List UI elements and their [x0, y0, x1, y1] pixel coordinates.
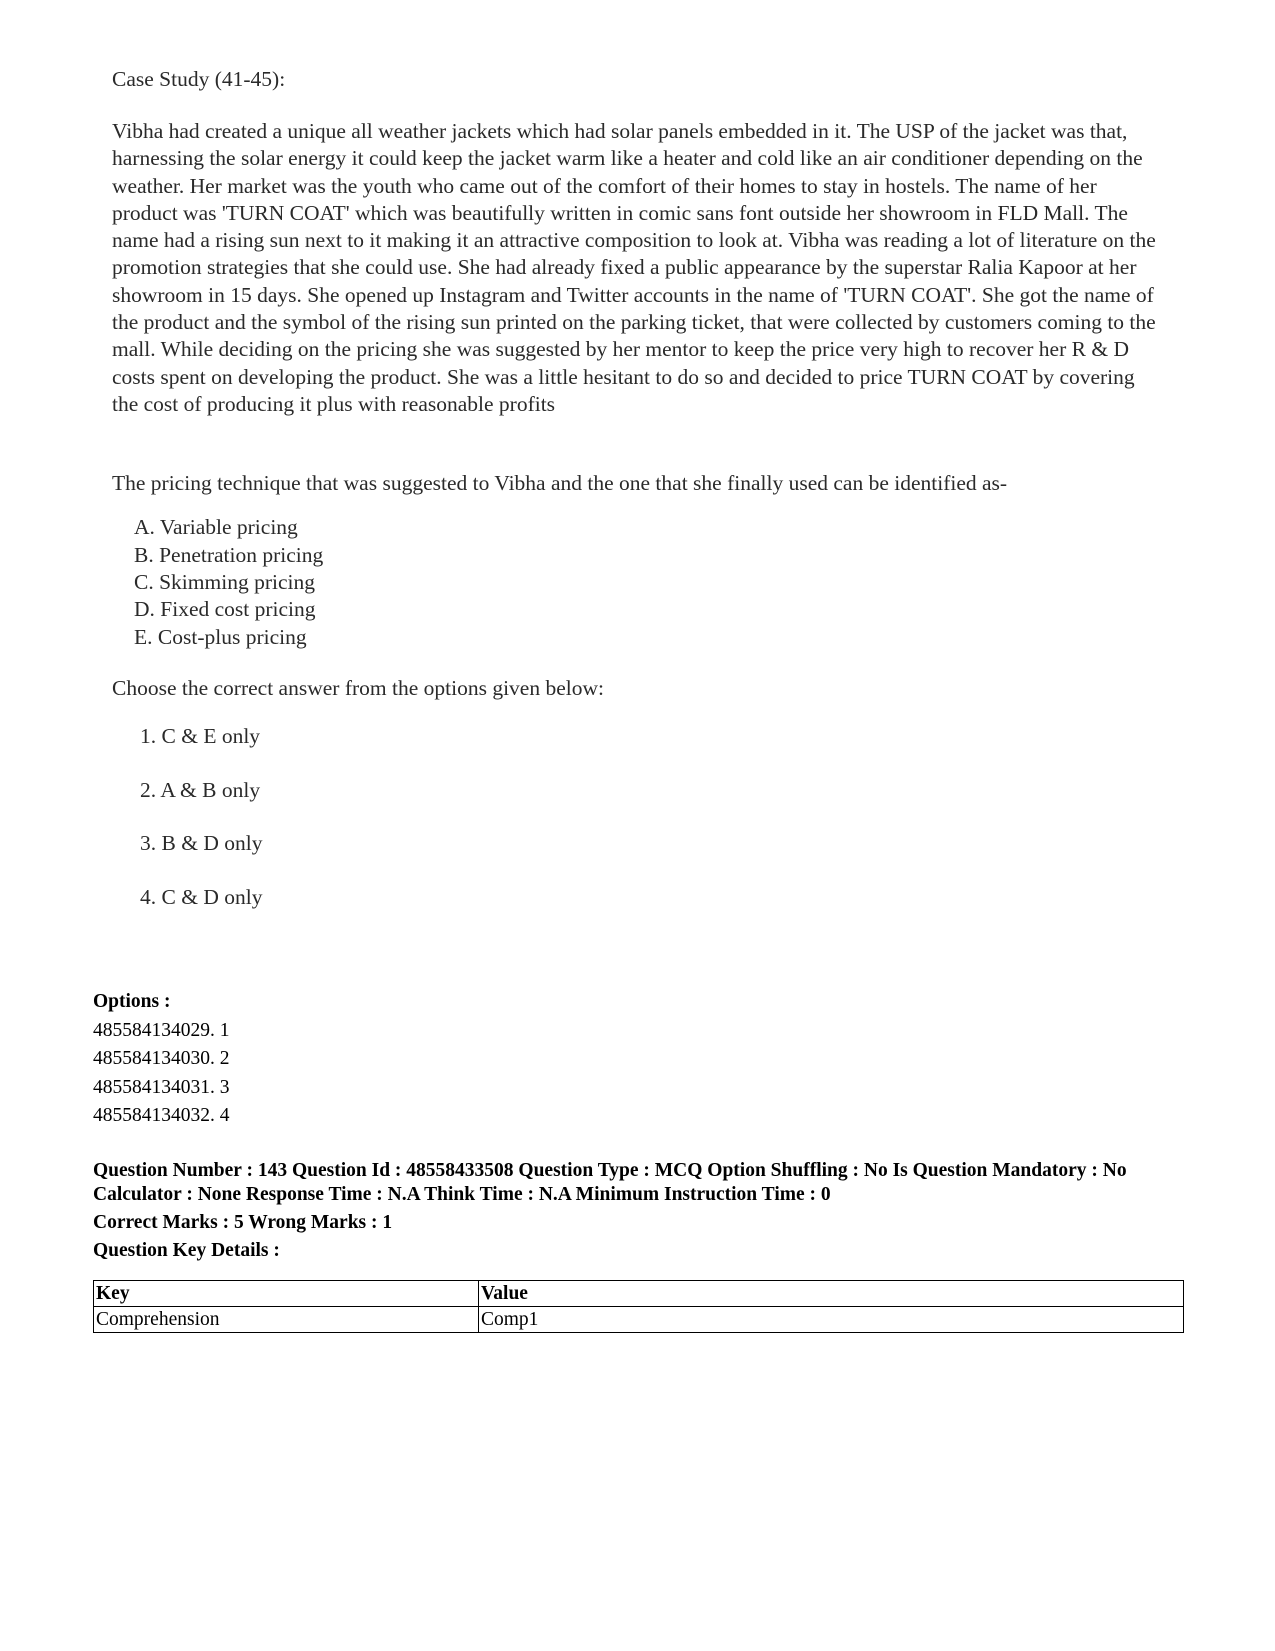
table-cell-key: Comprehension [94, 1307, 479, 1333]
table-cell-value: Comp1 [479, 1307, 1184, 1333]
question-marks: Correct Marks : 5 Wrong Marks : 1 [93, 1212, 393, 1233]
table-row [94, 1307, 1184, 1333]
option-id-item: 485584134032. 4 [93, 1105, 230, 1127]
choice-list [134, 514, 1180, 651]
answer-item: 1. C & E only [140, 724, 261, 749]
options-label: Options : [93, 991, 171, 1012]
answer-instruction: Choose the correct answer from the options given below: [112, 676, 604, 701]
table-header-value: Value [479, 1281, 1184, 1307]
question-text: The pricing technique that was suggested to Vibha and the one that she finally used can be identified as- [112, 471, 1008, 496]
answer-item: 3. B & D only [140, 831, 263, 856]
answer-item: 2. A & B only [140, 777, 261, 802]
key-details-label: Question Key Details : [93, 1240, 280, 1261]
answer-item: 4. C & D only [140, 884, 263, 909]
options-block [93, 988, 1193, 1131]
choice-item: C. Skimming pricing [134, 570, 315, 595]
table-header-row [94, 1281, 1184, 1307]
choice-item: D. Fixed cost pricing [134, 597, 316, 622]
case-study-heading: Case Study (41-45): [112, 67, 286, 91]
answer-list [140, 721, 1180, 935]
question-details: Question Number : 143 Question Id : 48558433508 Question Type : MCQ Option Shuffling : No Is Question Mandatory : No Calculator : None Response Time : N.A Think Time : N.A Minimum Instruction Time : 0 [93, 1160, 1127, 1205]
case-study-scan [100, 64, 1180, 935]
option-id-item: 485584134030. 2 [93, 1048, 230, 1070]
key-details-table [93, 1280, 1184, 1333]
option-id-item: 485584134031. 3 [93, 1076, 230, 1098]
choice-item: E. Cost-plus pricing [134, 624, 307, 649]
table-header-key: Key [94, 1281, 479, 1307]
choice-item: A. Variable pricing [134, 515, 298, 540]
choice-item: B. Penetration pricing [134, 542, 324, 567]
case-study-passage: Vibha had created a unique all weather jackets which had solar panels embedded in it. The USP of the jacket was that, harnessing the solar energy it could keep the jacket warm like a heater and cold like an air conditioner depending on the weather. Her market was the youth who came out of the comfort of their homes to stay in hostels. The name of her product was 'TURN COAT' which was beautifully written in comic sans font outside her showroom in FLD Mall. The name had a rising sun next to it making it an attractive composition to look at. Vibha was reading a lot of literature on the promotion strategies that she could use. She had already fixed a public appearance by the superstar Ralia Kapoor at her showroom in 15 days. She opened up Instagram and Twitter accounts in the name of 'TURN COAT'. She got the name of the product and the symbol of the rising sun printed on the parking ticket, that were collected by customers coming to the mall. While deciding on the pricing she was suggested by her mentor to keep the price very high to recover her R & D costs spent on developing the product. She was a little hesitant to do so and decided to price TURN COAT by covering the cost of producing it plus with reasonable profits [112, 119, 1156, 416]
question-info [93, 1159, 1193, 1263]
option-id-item: 485584134029. 1 [93, 1019, 230, 1041]
